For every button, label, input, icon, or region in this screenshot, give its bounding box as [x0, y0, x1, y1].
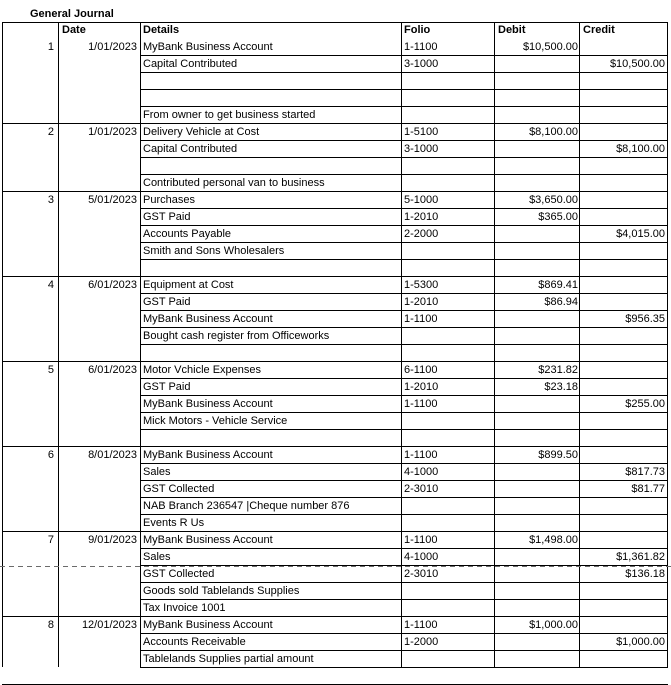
folio-cell	[404, 73, 494, 89]
details-cell	[143, 260, 401, 276]
debit-cell	[496, 583, 578, 599]
details-cell: Capital Contributed	[143, 143, 238, 155]
entry-number: 6	[47, 449, 54, 461]
details-cell: GST Paid	[143, 381, 191, 393]
credit-cell	[580, 617, 665, 633]
credit-cell	[580, 362, 665, 378]
debit-cell: $8,100.00	[529, 126, 578, 138]
debit-cell	[496, 430, 578, 446]
entry-date: 6/01/2023	[88, 279, 137, 291]
folio-cell	[404, 651, 494, 667]
entry-number: 1	[47, 41, 54, 53]
credit-cell	[580, 107, 665, 123]
folio-cell	[404, 600, 494, 616]
entry-date: 1/01/2023	[88, 41, 137, 53]
details-cell: MyBank Business Account	[143, 449, 273, 461]
folio-cell: 1-5100	[404, 126, 439, 138]
credit-cell	[580, 294, 665, 310]
credit-cell	[580, 124, 665, 140]
credit-cell	[580, 447, 665, 463]
entry-number: 5	[47, 364, 54, 376]
debit-cell	[496, 549, 578, 565]
folio-cell	[404, 430, 494, 446]
entry-number: 3	[47, 194, 54, 206]
details-cell	[143, 430, 401, 446]
debit-cell: $899.50	[538, 449, 578, 461]
debit-cell	[496, 413, 578, 429]
details-cell: Capital Contributed	[143, 58, 238, 70]
debit-cell	[496, 90, 578, 106]
header-folio: Folio	[404, 24, 431, 36]
details-cell: Bought cash register from Officeworks	[143, 330, 330, 342]
debit-cell: $1,498.00	[529, 534, 578, 546]
folio-cell: 2-2000	[404, 228, 439, 240]
entry-date: 5/01/2023	[88, 194, 137, 206]
folio-cell: 1-2010	[404, 211, 439, 223]
credit-cell	[580, 583, 665, 599]
details-cell: Motor Vchicle Expenses	[143, 364, 261, 376]
details-cell: GST Collected	[143, 483, 215, 495]
folio-cell	[404, 175, 494, 191]
credit-cell	[580, 158, 665, 174]
folio-cell: 3-1000	[404, 58, 439, 70]
debit-cell: $3,650.00	[529, 194, 578, 206]
debit-cell	[496, 158, 578, 174]
credit-cell	[580, 532, 665, 548]
credit-cell	[580, 379, 665, 395]
entry-date: 8/01/2023	[88, 449, 137, 461]
details-cell: MyBank Business Account	[143, 313, 273, 325]
details-cell: Goods sold Tablelands Supplies	[143, 585, 300, 597]
details-cell: Accounts Payable	[143, 228, 232, 240]
folio-cell: 1-2000	[404, 636, 439, 648]
details-cell: MyBank Business Account	[143, 534, 273, 546]
entry-number: 2	[47, 126, 54, 138]
debit-cell: $365.00	[538, 211, 578, 223]
debit-cell	[496, 328, 578, 344]
details-cell	[143, 73, 401, 89]
folio-cell: 2-3010	[404, 568, 439, 580]
details-cell: Sales	[143, 466, 171, 478]
debit-cell	[496, 464, 578, 480]
debit-cell: $869.41	[538, 279, 578, 291]
details-cell	[143, 90, 401, 106]
credit-cell: $817.73	[625, 466, 665, 478]
folio-cell: 3-1000	[404, 143, 439, 155]
details-cell: GST Collected	[143, 568, 215, 580]
credit-cell: $8,100.00	[616, 143, 665, 155]
details-cell: From owner to get business started	[143, 109, 316, 121]
journal-title: General Journal	[30, 8, 114, 20]
credit-cell	[580, 39, 665, 55]
details-cell: Events R Us	[143, 517, 205, 529]
debit-cell	[496, 141, 578, 157]
credit-cell: $136.18	[625, 568, 665, 580]
folio-cell	[404, 583, 494, 599]
debit-cell	[496, 73, 578, 89]
credit-cell	[580, 498, 665, 514]
debit-cell	[496, 175, 578, 191]
credit-cell	[580, 328, 665, 344]
details-cell: Equipment at Cost	[143, 279, 234, 291]
header-debit: Debit	[498, 24, 526, 36]
debit-cell	[496, 481, 578, 497]
debit-cell	[496, 566, 578, 582]
debit-cell	[496, 311, 578, 327]
credit-cell: $4,015.00	[616, 228, 665, 240]
details-cell: MyBank Business Account	[143, 398, 273, 410]
debit-cell: $23.18	[544, 381, 578, 393]
credit-cell	[580, 668, 665, 684]
folio-cell	[404, 345, 494, 361]
folio-cell	[404, 498, 494, 514]
entry-date: 12/01/2023	[81, 619, 137, 631]
credit-cell	[580, 192, 665, 208]
details-cell: Delivery Vehicle at Cost	[143, 126, 260, 138]
details-cell: Contributed personal van to business	[143, 177, 325, 189]
folio-cell: 1-1100	[404, 534, 438, 546]
details-cell	[143, 345, 401, 361]
debit-cell	[496, 243, 578, 259]
folio-cell: 6-1100	[404, 364, 438, 376]
details-cell: GST Paid	[143, 211, 191, 223]
credit-cell: $1,000.00	[616, 636, 665, 648]
folio-cell	[404, 107, 494, 123]
details-cell: MyBank Business Account	[143, 41, 273, 53]
col-border	[2, 22, 3, 667]
debit-cell	[496, 515, 578, 531]
entry-date: 9/01/2023	[88, 534, 137, 546]
folio-cell: 1-1100	[404, 449, 438, 461]
folio-cell	[404, 243, 494, 259]
col-border	[58, 22, 59, 667]
details-cell: Smith and Sons Wholesalers	[143, 245, 285, 257]
folio-cell: 1-1100	[404, 313, 438, 325]
entry-number: 4	[47, 279, 54, 291]
debit-cell	[496, 56, 578, 72]
credit-cell	[580, 73, 665, 89]
entry-number: 8	[47, 619, 54, 631]
credit-cell: $1,361.82	[616, 551, 665, 563]
entry-number: 7	[47, 534, 54, 546]
folio-cell: 4-1000	[404, 466, 439, 478]
entry-date: 1/01/2023	[88, 126, 137, 138]
debit-cell	[496, 668, 578, 684]
credit-cell	[580, 651, 665, 667]
credit-cell: $956.35	[625, 313, 665, 325]
folio-cell: 5-1000	[404, 194, 439, 206]
folio-cell	[404, 158, 494, 174]
debit-cell: $231.82	[538, 364, 578, 376]
details-cell: Tax Invoice 1001	[143, 602, 226, 614]
credit-cell	[580, 90, 665, 106]
debit-cell	[496, 396, 578, 412]
header-credit: Credit	[583, 24, 615, 36]
debit-cell	[496, 345, 578, 361]
folio-cell: 1-1100	[404, 398, 438, 410]
debit-cell: $86.94	[544, 296, 578, 308]
debit-cell	[496, 260, 578, 276]
folio-cell: 1-1100	[404, 41, 438, 53]
details-cell: GST Paid	[143, 296, 191, 308]
folio-cell	[404, 413, 494, 429]
folio-cell: 1-2010	[404, 296, 439, 308]
folio-cell: 1-2010	[404, 381, 439, 393]
debit-cell: $10,500.00	[522, 41, 578, 53]
row-border	[2, 22, 668, 23]
details-cell: Mick Motors - Vehicle Service	[143, 415, 288, 427]
credit-cell	[580, 600, 665, 616]
credit-cell	[580, 515, 665, 531]
entry-date: 6/01/2023	[88, 364, 137, 376]
header-details: Details	[143, 24, 180, 36]
details-cell: MyBank Business Account	[143, 619, 273, 631]
debit-cell	[496, 107, 578, 123]
debit-cell	[496, 498, 578, 514]
details-cell	[143, 668, 401, 684]
credit-cell: $255.00	[625, 398, 665, 410]
folio-cell	[404, 328, 494, 344]
header-date: Date	[62, 24, 86, 36]
debit-cell	[496, 600, 578, 616]
credit-cell	[580, 277, 665, 293]
details-cell: Purchases	[143, 194, 195, 206]
debit-cell: $1,000.00	[529, 619, 578, 631]
details-cell	[143, 158, 401, 174]
debit-cell	[496, 634, 578, 650]
folio-cell: 4-1000	[404, 551, 439, 563]
details-cell: NAB Branch 236547 |Cheque number 876	[143, 500, 350, 512]
folio-cell: 1-1100	[404, 619, 438, 631]
folio-cell: 2-3010	[404, 483, 439, 495]
dashed-cut-line	[0, 566, 671, 567]
debit-cell	[496, 651, 578, 667]
details-cell: Accounts Receivable	[143, 636, 246, 648]
details-cell: Sales	[143, 551, 171, 563]
folio-cell	[404, 515, 494, 531]
credit-cell	[580, 209, 665, 225]
credit-cell	[580, 260, 665, 276]
debit-cell	[496, 226, 578, 242]
credit-cell: $10,500.00	[609, 58, 665, 70]
credit-cell	[580, 175, 665, 191]
credit-cell	[580, 413, 665, 429]
folio-cell: 1-5300	[404, 279, 439, 291]
folio-cell	[404, 90, 494, 106]
credit-cell	[580, 345, 665, 361]
credit-cell	[580, 430, 665, 446]
details-cell: Tablelands Supplies partial amount	[143, 653, 314, 665]
folio-cell	[404, 668, 494, 684]
folio-cell	[404, 260, 494, 276]
credit-cell: $81.77	[631, 483, 665, 495]
credit-cell	[580, 243, 665, 259]
